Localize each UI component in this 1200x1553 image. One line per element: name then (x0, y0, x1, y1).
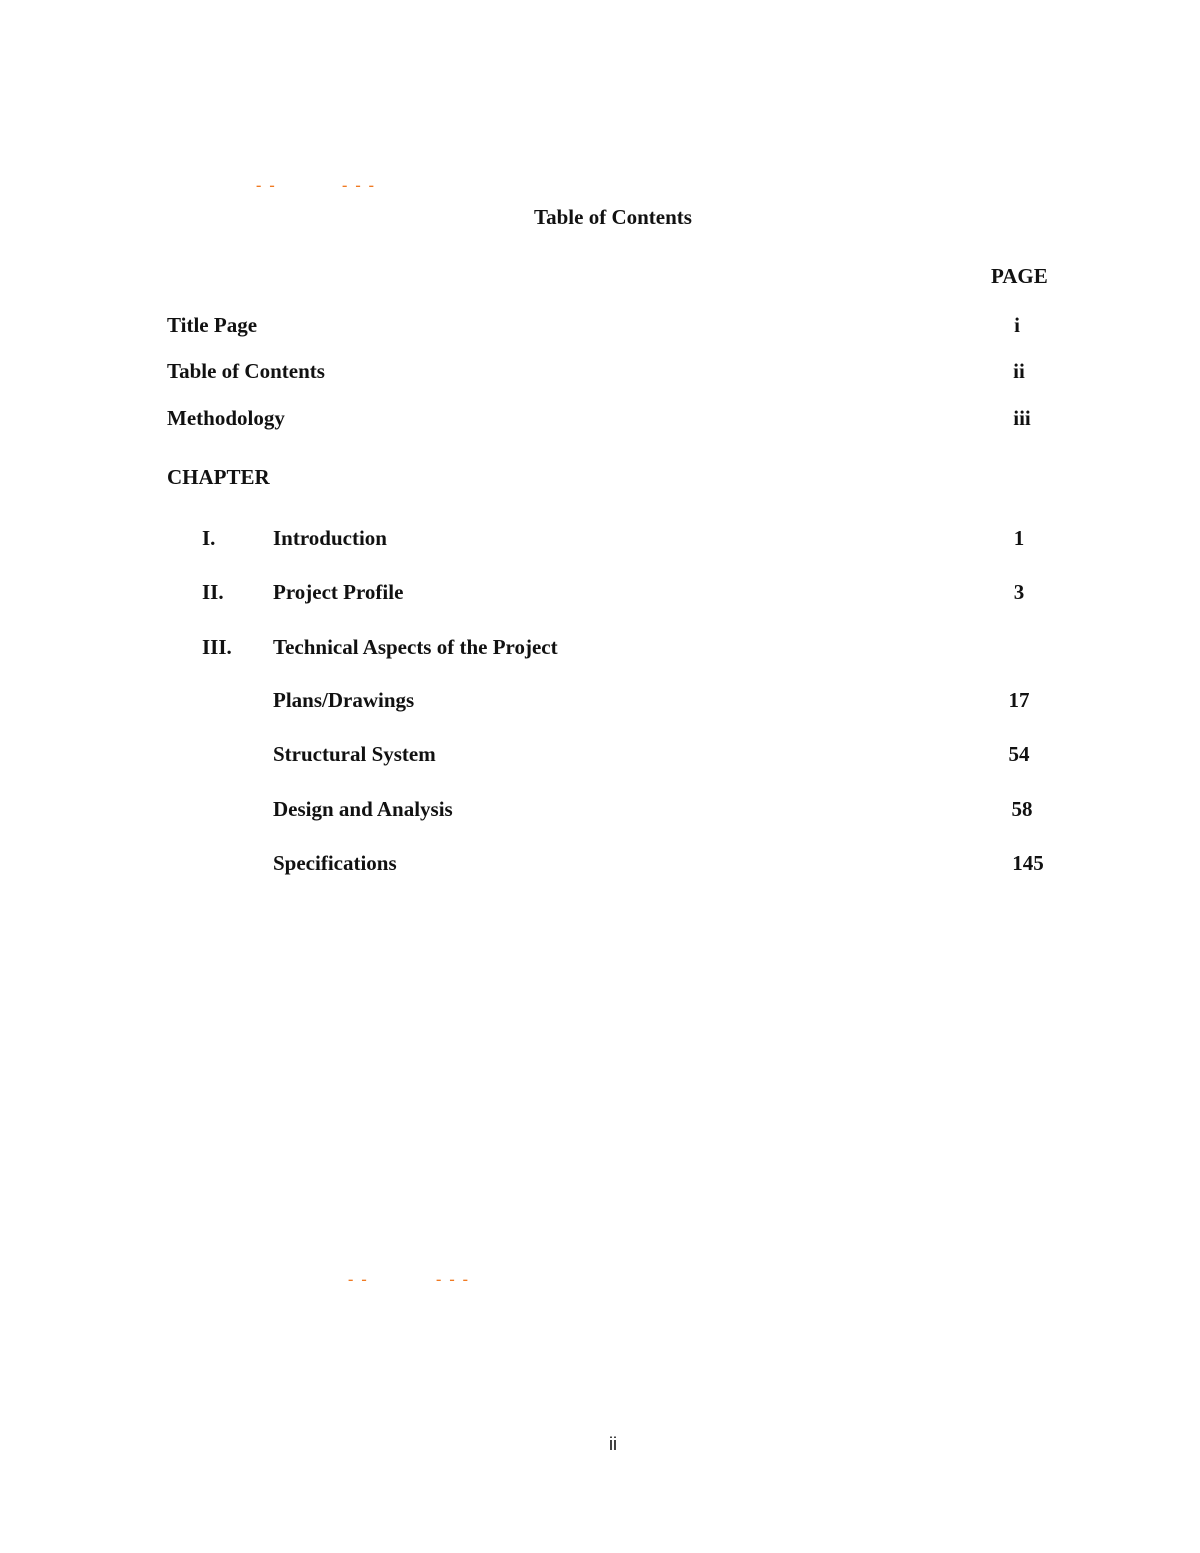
toc-entry-table-of-contents: Table of Contents (167, 359, 325, 383)
subsection-title-plans-drawings: Plans/Drawings (273, 688, 415, 712)
chapter-numeral-2: II. (202, 580, 224, 604)
header-mark-left: - - (256, 177, 277, 194)
toc-page-table-of-contents: ii (1013, 359, 1025, 383)
subsection-page-design-analysis: 58 (1011, 797, 1033, 821)
toc-page-methodology: iii (1013, 406, 1031, 430)
subsection-page-structural-system: 54 (1008, 742, 1030, 766)
chapter-numeral-1: I. (202, 526, 216, 550)
page-number: ii (609, 1434, 617, 1454)
subsection-title-specifications: Specifications (273, 851, 397, 875)
footer-mark-right: - - - (436, 1271, 470, 1288)
header-mark-right: - - - (342, 177, 376, 194)
chapter-title-technical-aspects: Technical Aspects of the Project (273, 635, 558, 659)
footer-mark-left: - - (348, 1271, 369, 1288)
chapter-numeral-3: III. (202, 635, 232, 659)
page-column-header: PAGE (991, 264, 1048, 288)
chapter-title-project-profile: Project Profile (273, 580, 404, 604)
subsection-page-plans-drawings: 17 (1008, 688, 1030, 712)
subsection-title-design-analysis: Design and Analysis (273, 797, 453, 821)
page-title: Table of Contents (534, 205, 692, 229)
toc-page-title-page: i (1014, 313, 1020, 337)
chapter-heading: CHAPTER (167, 465, 270, 489)
toc-entry-methodology: Methodology (167, 406, 285, 430)
toc-entry-title-page: Title Page (167, 313, 258, 337)
chapter-page-project-profile: 3 (1013, 580, 1025, 604)
chapter-title-introduction: Introduction (273, 526, 387, 550)
subsection-title-structural-system: Structural System (273, 742, 436, 766)
chapter-page-introduction: 1 (1013, 526, 1025, 550)
subsection-page-specifications: 145 (1012, 851, 1044, 875)
